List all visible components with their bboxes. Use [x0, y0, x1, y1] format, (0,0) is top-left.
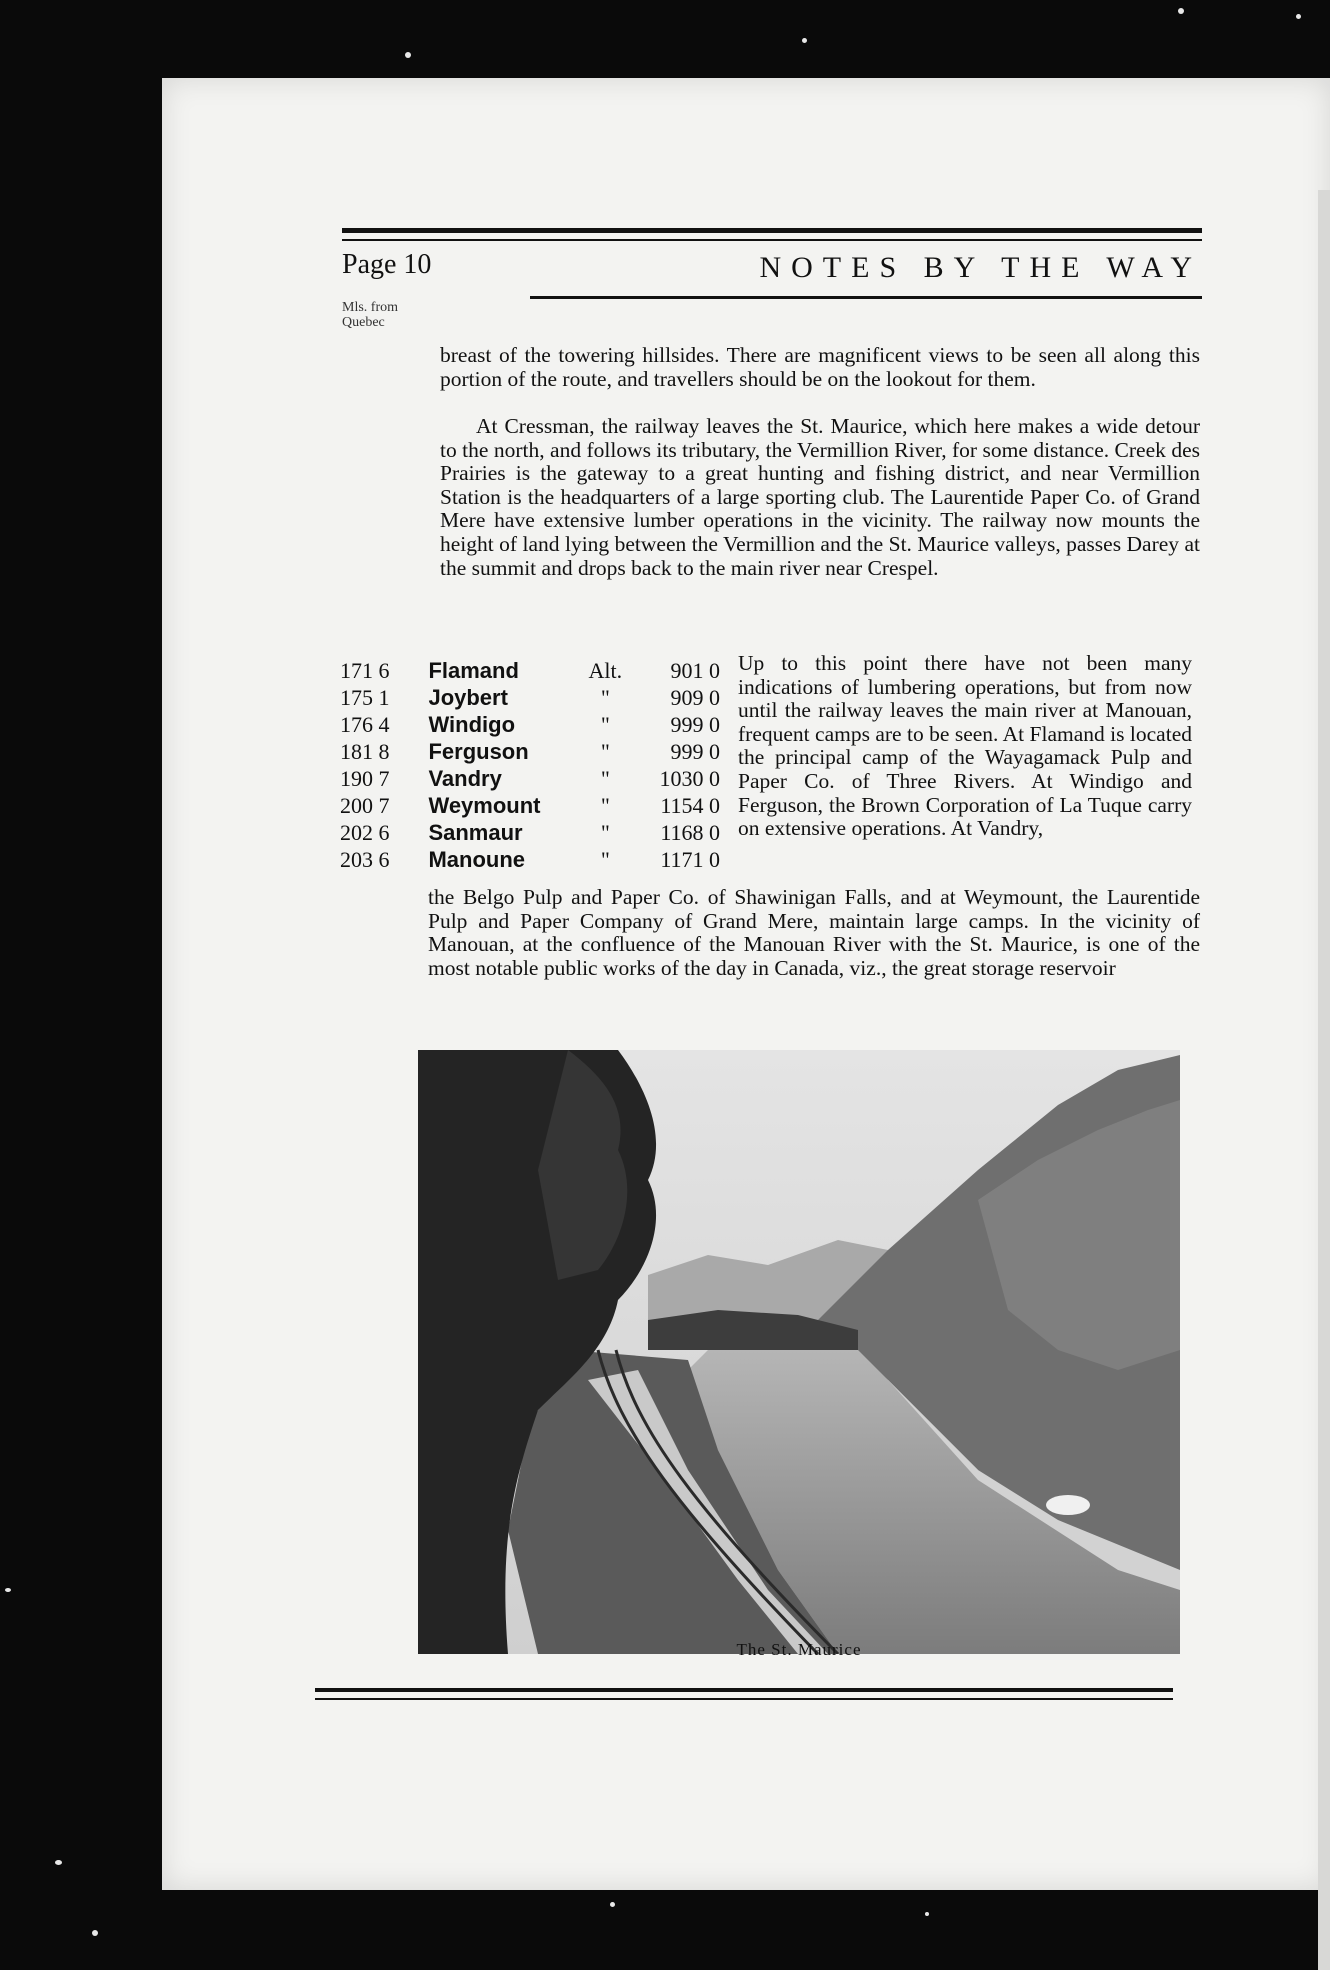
page-edge — [1318, 190, 1330, 1970]
station-mileage: 190 7 — [340, 765, 390, 791]
side-paragraph: Up to this point there have not been many indications of lumbering operations, but from now until the railway leaves the main river at Manouan, frequent camps are to be seen. At Flamand is located the principal camp of the Wayagamack Pulp and Paper Co. of Three Rivers. At Windigo and Ferguson, the Brown Corporation of La Tuque carry on extensive operations. At Vandry, — [738, 651, 1192, 841]
dust-speck — [55, 1860, 62, 1865]
dust-speck — [1296, 14, 1301, 19]
photo-caption: The St. Maurice — [736, 1640, 862, 1659]
station-name: Manoune — [428, 846, 526, 872]
station-name: Vandry — [428, 765, 502, 791]
station-altitude: 1154 0 — [660, 792, 720, 818]
page-number: Page 10 — [342, 249, 432, 280]
station-mileage: 181 8 — [340, 738, 390, 764]
table-row — [340, 846, 720, 873]
ditto-mark: " — [600, 711, 610, 737]
dust-speck — [5, 1588, 11, 1592]
header-rule-top — [342, 228, 1202, 233]
ditto-mark: " — [600, 846, 610, 872]
table-row — [340, 738, 720, 765]
station-name: Joybert — [428, 684, 508, 710]
margin-note-line: Mls. from — [342, 300, 398, 315]
footer-rule — [315, 1688, 1173, 1692]
dust-speck — [405, 52, 411, 58]
page-header — [342, 245, 1202, 295]
station-name: Ferguson — [428, 738, 529, 764]
ditto-mark: " — [600, 819, 610, 845]
table-row — [340, 765, 720, 792]
station-mileage: 171 6 — [340, 657, 390, 683]
altitude-label: Alt. — [588, 657, 623, 683]
dust-speck — [1178, 8, 1184, 14]
table-row — [340, 819, 720, 846]
station-name: Flamand — [428, 657, 519, 683]
ditto-mark: " — [600, 792, 610, 818]
dust-speck — [802, 38, 807, 43]
station-altitude: 1168 0 — [660, 819, 720, 845]
margin-note-line: Quebec — [342, 315, 385, 330]
margin-note — [342, 300, 398, 330]
footer-rule-thin — [315, 1698, 1173, 1700]
station-altitude: 999 0 — [670, 738, 720, 764]
station-name: Sanmaur — [428, 819, 523, 845]
table-row — [340, 657, 720, 684]
dust-speck — [92, 1930, 98, 1936]
ditto-mark: " — [600, 684, 610, 710]
dust-speck — [925, 1912, 929, 1916]
station-altitude: 1030 0 — [659, 765, 720, 791]
running-title: NOTES BY THE WAY — [759, 251, 1202, 284]
river-photograph — [418, 1050, 1180, 1654]
station-table — [340, 657, 720, 873]
station-altitude: 1171 0 — [660, 846, 720, 872]
dust-speck — [610, 1902, 615, 1907]
station-mileage: 203 6 — [340, 846, 390, 872]
station-altitude: 901 0 — [670, 657, 720, 683]
station-mileage: 175 1 — [340, 684, 390, 710]
paragraph-1: breast of the towering hillsides. There are magnificent views to be seen all along this portion of the route, and travellers should be on the lookout for them. — [440, 343, 1200, 391]
station-altitude: 909 0 — [670, 684, 720, 710]
table-row — [340, 684, 720, 711]
table-row — [340, 711, 720, 738]
station-mileage: 202 6 — [340, 819, 390, 845]
header-rule-bottom — [530, 296, 1202, 299]
station-mileage: 200 7 — [340, 792, 390, 818]
ditto-mark: " — [600, 765, 610, 791]
station-altitude: 999 0 — [670, 711, 720, 737]
paragraph-2: At Cressman, the railway leaves the St. Maurice, which here makes a wide detour to the north, and follows its tributary, the Vermillion River, for some distance. Creek des Prairies is the gateway to a great hunting and fishing district, and near Vermillion Station is the headquarters of a large sporting club. The Laurentide Paper Co. of Grand Mere have extensive lumber operations in the vicinity. The railway now mounts the height of land lying between the Vermillion and the St. Maurice valleys, passes Darey at the summit and drops back to the main river near Crespel. — [440, 414, 1200, 580]
landscape-illustration — [418, 1050, 1180, 1654]
table-row — [340, 792, 720, 819]
paragraph-3: the Belgo Pulp and Paper Co. of Shawinigan Falls, and at Weymount, the Laurentide Pulp and Paper Company of Grand Mere, maintain large camps. In the vicinity of Manouan, at the confluence of the Manouan River with the St. Maurice, is one of the most notable public works of the day in Canada, viz., the great storage reservoir — [428, 885, 1200, 980]
station-mileage: 176 4 — [340, 711, 390, 737]
station-name: Weymount — [428, 792, 541, 818]
station-name: Windigo — [428, 711, 516, 737]
ditto-mark: " — [600, 738, 610, 764]
header-rule-top-thin — [342, 239, 1202, 241]
